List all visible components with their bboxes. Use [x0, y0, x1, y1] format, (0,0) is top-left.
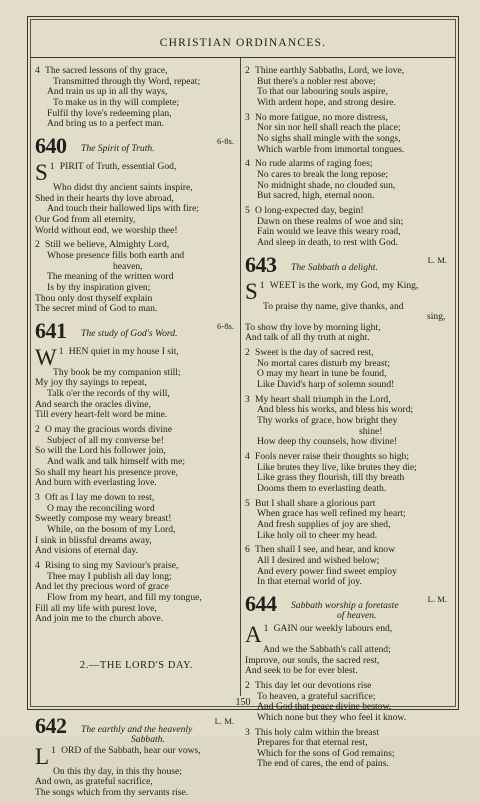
- stanza: 3 No more fatigue, no more distress, Nor sin nor hell shall reach the place; No sighs shall mingle with the songs, Which warble from immortal tongues.: [245, 112, 405, 155]
- hymn-meter: 6-8s.: [217, 320, 234, 331]
- drop-cap: S: [245, 280, 258, 302]
- stanza: 4 Rising to sing my Saviour's praise, Thee may I publish all day long; And let thy precious word of grace Flow from my heart, and fill my tongue, Fill all my life with purest love, And join me to the church above.: [35, 560, 202, 625]
- header-rule: [30, 57, 456, 58]
- hymn-meter: L. M.: [427, 254, 447, 265]
- hymn-number: 644: [245, 590, 277, 616]
- stanza: 6 Then shall I see, and hear, and know All I desired and wished below; And every power find sweet employ In that eternal world of joy.: [245, 545, 397, 588]
- stanza: 3 Oft as I lay me down to rest, O may the reconciling word Sweetly compose my weary breast! While, on the bosom of my Lord, I sink in blissful dreams away, And visions of eternal day.: [35, 493, 176, 557]
- stanza: 3 My heart shall triumph in the Lord, And bless his works, and bless his word; Thy works of grace, how bright they shine! How deep thy counsels, how divine!: [245, 394, 414, 448]
- stanza: 1 S PIRIT of Truth, essential God, Who didst thy ancient saints inspire, Shed in their hearts thy love abroad, And touch their hallowed lips with fire; Our God from all eternity, World without end, we worship thee!: [35, 161, 199, 236]
- drop-cap: A: [245, 623, 262, 645]
- stanza: 2 O may the gracious words divine Subject of all my converse be! So will the Lord his follower join, And walk and talk himself with me; So shall my heart his presence prove, And burn with everlasting love.: [35, 425, 186, 489]
- hymn-640-heading: [35, 134, 238, 160]
- page-number: 150: [235, 697, 251, 708]
- hymn-title-line2: of heaven.: [337, 609, 377, 621]
- hymn-number: 642: [35, 712, 67, 738]
- right-column: [245, 66, 451, 774]
- hymn-number: 643: [245, 251, 277, 277]
- hymn-title: Sabbath worship a foretaste: [291, 599, 399, 611]
- hymn-title: The study of God's Word.: [81, 327, 178, 339]
- stanza: 2 Still we believe, Almighty Lord, Whose presence fills both earth and heaven, The meaning of the written word Is by thy inspiration given; Thou only dost thyself explain The secret mind of God to man.: [35, 240, 185, 315]
- hymn-meter: L. M.: [214, 715, 234, 726]
- column-divider: [240, 58, 241, 696]
- stanza: 4 Fools never raise their thoughts so high; Like brutes they live, like brutes they die; Like grass they flourish, till thy breath Dooms them to everlasting death.: [245, 452, 417, 494]
- stanza: 1 W HEN quiet in my house I sit, Thy book be my companion still; My joy thy sayings to repeat, Talk o'er the records of thy will, And search the oracles divine, Till every heart-felt word be mine.: [35, 346, 181, 421]
- hymn-642-heading: [35, 714, 238, 744]
- stanza: 5 O long-expected day, begin! Dawn on these realms of woe and sin; Fain would we leave this weary road, And sleep in death, to rest with God.: [245, 205, 404, 248]
- hymn-title-line2: Sabbath.: [131, 733, 165, 745]
- hymn-644-heading: [245, 592, 451, 622]
- hymn-title: The earthly and the heavenly: [81, 723, 193, 735]
- drop-cap: W: [35, 346, 57, 368]
- hymn-643-heading: [245, 253, 451, 279]
- hymn-meter: L. M.: [427, 593, 447, 604]
- stanza: 3 This holy calm within the breast Prepares for that eternal rest, Which for the sons of God remains; The end of cares, the end of pains.: [245, 727, 395, 770]
- section-heading: 2.—THE LORD'S DAY.: [79, 659, 194, 671]
- hymn-number: 640: [35, 132, 67, 158]
- hymn-title: The Sabbath a delight.: [291, 261, 378, 273]
- stanza: 2 This day let our devotions rise To heaven, a grateful sacrifice; And God that peace divine bestow, Which none but they who feel it know.: [245, 680, 407, 723]
- stanza: 4 No rude alarms of raging foes; No cares to break the long repose; No midnight shade, no clouded sun, But sacred, high, eternal noon.: [245, 159, 396, 202]
- stanza: 4 The sacred lessons of thy grace, Transmitted through thy Word, repeat; And train us up in all thy ways, To make us in thy will complete; Fulfil thy love's redeeming plan, And bring us to a perfect man.: [35, 66, 201, 130]
- hymn-meter: 6-8s.: [217, 135, 234, 146]
- running-header: CHRISTIAN ORDINANCES.: [159, 37, 327, 49]
- stanza: 2 Thine earthly Sabbaths, Lord, we love, But there's a nobler rest above; To that our labouring souls aspire, With ardent hope, and strong desire.: [245, 66, 405, 108]
- stanza: 1 A GAIN our weekly labours end, And we the Sabbath's call attend; Improve, our souls, the sacred rest, And seek to be for ever blest.: [245, 623, 393, 677]
- hymn-title: The Spirit of Truth.: [81, 142, 155, 154]
- drop-cap: S: [35, 161, 48, 183]
- stanza: 1 L ORD of the Sabbath, hear our vows, On this thy day, in this thy house; And own, as grateful sacrifice, The songs which from thy servants rise.: [35, 745, 201, 798]
- stanza: 5 But I shall share a glorious part When grace has well refined my heart; And fresh supplies of joy are shed, Like holy oil to cheer my head.: [245, 498, 406, 541]
- stanza: 2 Sweet is the day of sacred rest, No mortal cares disturb my breast; O may my heart in tune be found, Like David's harp of solemn sound!: [245, 348, 395, 391]
- hymn-641-heading: [35, 319, 238, 345]
- left-column: [35, 66, 238, 803]
- drop-cap: L: [35, 745, 50, 767]
- hymn-number: 641: [35, 317, 67, 343]
- stanza: 1 S WEET is the work, my God, my King, To praise thy name, give thanks, and sing, To show thy love by morning light, And talk of all thy truth at night.: [245, 280, 446, 344]
